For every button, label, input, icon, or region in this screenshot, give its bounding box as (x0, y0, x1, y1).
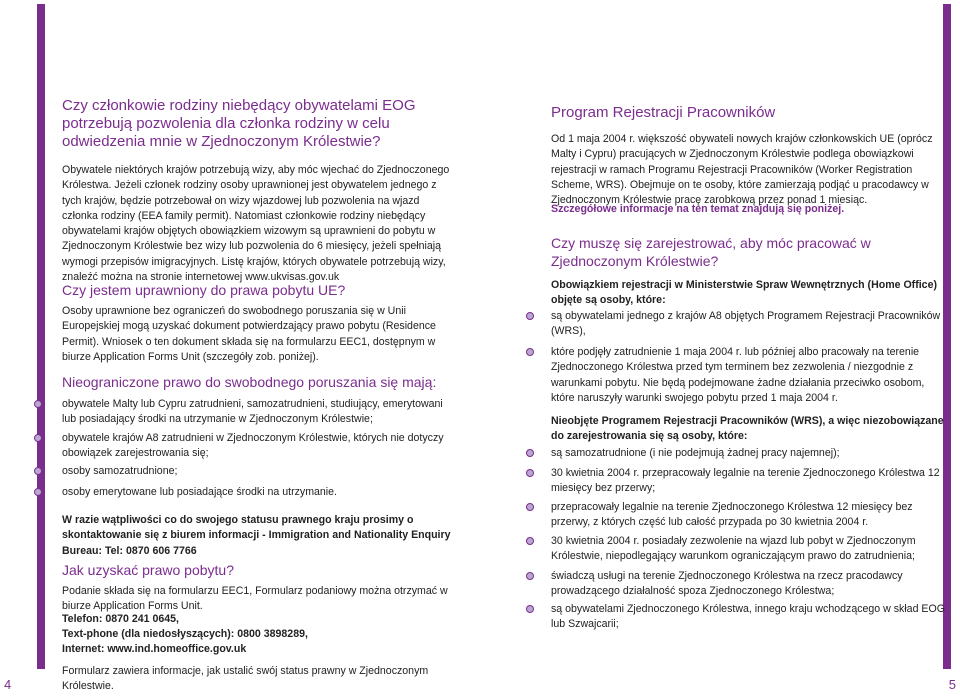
list-item: osoby samozatrudnione; (62, 464, 454, 479)
list-item: przepracowały legalnie na terenie Zjednoczonego Królestwa 12 miesięcy bez przerwy, z których część lub całość przypada po 30 kwietnia 2004 r. (551, 500, 945, 531)
list-item: są obywatelami jednego z krajów A8 objętych Programem Rejestracji Pracowników (WRS), (551, 309, 945, 340)
wrs-heading: Program Rejestracji Pracowników (551, 104, 776, 121)
bullet-icon (526, 449, 534, 457)
bullet-icon (526, 605, 534, 613)
contact-telephone: Telefon: 0870 241 0645, (62, 613, 179, 625)
list-item: są obywatelami Zjednoczonego Królestwa, innego kraju wchodzącego w skład EOG lub Szwajcarii; (551, 602, 945, 633)
residence-right-heading: Czy jestem uprawniony do prawa pobytu UE? (62, 282, 346, 298)
bullet-icon (34, 400, 42, 408)
bullet-icon (526, 503, 534, 511)
application-paragraph: Podanie składa się na formularzu EEC1, Formularz podaniowy można otrzymać w biurze Application Forms Unit. (62, 585, 448, 613)
details-below-note: Szczegółowe informacje na ten temat znajdują się poniżej. (551, 203, 845, 215)
list-item: obywatele krajów A8 zatrudnieni w Zjednoczonym Królestwie, których nie dotyczy obowiązek zarejestrowania się; (62, 431, 454, 462)
enquiry-bureau-note: W razie wątpliwości co do swojego statusu prawnego kraju prosimy o skontaktowanie się z biurem informacji - Immigration and Nationality Enquiry Bureau: Tel: 0870 606 7766 (62, 514, 451, 557)
list-item: osoby emerytowane lub posiadające środki na utrzymanie. (62, 485, 454, 500)
left-margin-bar (37, 4, 45, 669)
bullet-icon (526, 572, 534, 580)
family-permit-heading: Czy członkowie rodziny niebędący obywatelami EOG potrzebują pozwolenia dla członka rodziny w celu odwiedzenia mnie w Zjednoczonym Królestwie? (62, 97, 416, 150)
form-info-paragraph: Formularz zawiera informacje, jak ustalić swój status prawny w Zjednoczonym Królestwie. (62, 665, 429, 693)
page-number-right: 5 (948, 677, 956, 692)
list-item: które podjęły zatrudnienie 1 maja 2004 r. lub później albo pracowały na terenie Zjednoczonego Królestwa przed tym terminem bez zezwolenia / niezgodnie z warunkami pobytu. Nie będą podejmowane żadne działania przeciwko osobom, które naruszyły warunki swojego pobytu przed 1 maja 2004 r. (551, 345, 945, 406)
how-to-obtain-heading: Jak uzyskać prawo pobytu? (62, 562, 234, 578)
registration-exempt-intro: Nieobjęte Programem Rejestracji Pracowników (WRS), a więc niezobowiązane do zarejestrowania się są osoby, które: (551, 415, 944, 443)
bullet-icon (526, 348, 534, 356)
bullet-icon (526, 469, 534, 477)
wrs-paragraph: Od 1 maja 2004 r. większość obywateli nowych krajów członkowskich UE (oprócz Malty i Cypru) pracujących w Zjednoczonym Królestwie podlega obowiązkowi rejestracji w ramach Programu Rejestracji Pracowników (Worker Registration Scheme, WRS). Obejmuje on te osoby, które zamierzają podjąć u pracodawcy w Zjednoczonym Królestwie pracę zarobkową przez ponad 1 miesiąc. (551, 133, 933, 207)
bullet-icon (34, 434, 42, 442)
contact-textphone: Text-phone (dla niedosłyszących): 0800 3898289, (62, 628, 308, 640)
page-number-left: 4 (4, 677, 12, 692)
residence-right-paragraph: Osoby uprawnione bez ograniczeń do swobodnego poruszania się w Unii Europejskiej mogą uzyskać dokument potwierdzający prawo pobytu (Residence Permit). Wniosek o ten dokument składa się na formularzu EEC1, dostępnym w biurze Application Forms Unit (szczegóły zob. poniżej). (62, 305, 436, 363)
registration-required-intro: Obowiązkiem rejestracji w Ministerstwie Spraw Wewnętrznych (Home Office) objęte są osoby, które: (551, 279, 937, 307)
bullet-icon (34, 488, 42, 496)
list-item: świadczą usługi na terenie Zjednoczonego Królestwa na rzecz pracodawcy prowadzącego działalność spoza Zjednoczonego Królestwa; (551, 569, 945, 600)
list-item: są samozatrudnione (i nie podejmują żadnej pracy najemnej); (551, 446, 945, 461)
list-item: 30 kwietnia 2004 r. przepracowały legalnie na terenie Zjednoczonego Królestwa 12 miesięcy bez przerwy; (551, 466, 945, 497)
list-item: 30 kwietnia 2004 r. posiadały zezwolenie na wjazd lub pobyt w Zjednoczonym Królestwie, niepodlegający warunkom ograniczającym prawo do zatrudnienia; (551, 534, 945, 565)
list-item: obywatele Malty lub Cypru zatrudnieni, samozatrudnieni, studiujący, emerytowani lub posiadający środki na utrzymanie w Zjednoczonym Królestwie; (62, 397, 454, 428)
free-movement-heading: Nieograniczone prawo do swobodnego poruszania się mają: (62, 374, 437, 390)
must-register-heading: Czy muszę się zarejestrować, aby móc pracować w Zjednoczonym Królestwie? (551, 235, 871, 269)
family-permit-paragraph: Obywatele niektórych krajów potrzebują wizy, aby móc wjechać do Zjednoczonego Królestwa. Jeżeli członek rodziny osoby uprawnionej jest obywatelem jednego z tych krajów, będzie potrzebował on wizy wjazdowej lub pozwolenia na wjazd członka rodziny (EEA family permit). Natomiast członkowie rodziny niebędący obywatelami krajów objętych obowiązkiem wizowym są uprawnieni do pobytu w Zjednoczonym Królestwie bez wizy lub pozwolenia do 6 miesięcy, jeżeli spełniają wymogi przepisów imigracyjnych. Listę krajów, których obywatele potrzebują wizy, znaleźć można na stronie internetowej www.ukvisas.gov.uk (62, 164, 450, 284)
contact-internet: Internet: www.ind.homeoffice.gov.uk (62, 643, 247, 655)
bullet-icon (526, 537, 534, 545)
bullet-icon (34, 467, 42, 475)
bullet-icon (526, 312, 534, 320)
